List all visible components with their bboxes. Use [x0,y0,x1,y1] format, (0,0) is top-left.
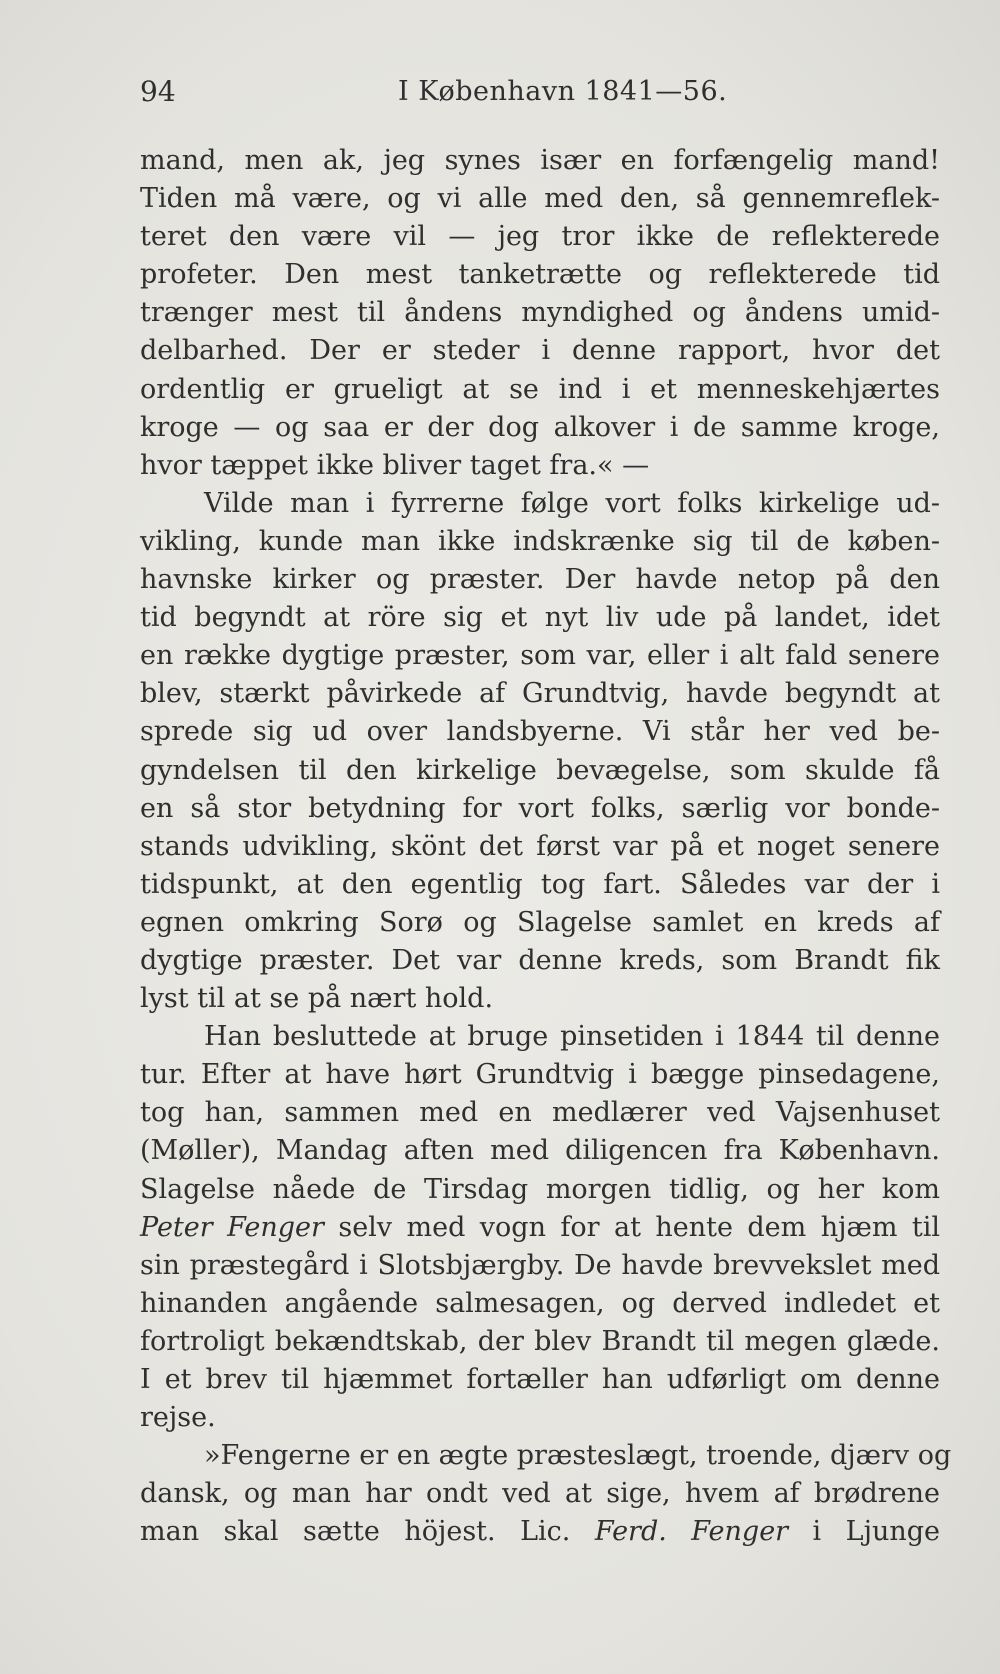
text-line: ordentlig er grueligt at se ind i et menneskehjærtes [140,373,940,405]
text-line: I et brev til hjæmmet fortæller han udførligt om denne [140,1364,940,1395]
text-line: trænger mest til åndens myndighed og åndens umid- [140,297,940,329]
text-line: hvor tæppet ikke bliver taget fra.« — [140,449,650,481]
text-run: i Ljunge [788,1516,940,1548]
text-line: hinanden angående salmesagen, og derved indledet et [140,1287,940,1319]
text-line: Slagelse nåede de Tirsdag morgen tidlig, og her kom [140,1173,940,1205]
text-line: vikling, kunde man ikke indskrænke sig til de køben- [140,525,940,557]
text-line: havnske kirker og præster. Der havde netop på den [140,564,940,596]
text-line: mand, men ak, jeg synes især en forfængelig mand! [140,145,940,176]
text-line: fortroligt bekændtskab, der blev Brandt til megen glæde. [140,1325,940,1357]
italic-name: Ferd. Fenger [594,1516,789,1548]
paragraph-first-line: Vilde man i fyrrerne følge vort folks kirkelige ud- [204,487,940,519]
page-header [140,72,940,112]
paragraph-first-line: »Fengerne er en ægte præsteslægt, troende, djærv og [204,1440,952,1472]
text-line: gyndelsen til den kirkelige bevægelse, som skulde få [140,754,940,786]
text-line: sprede sig ud over landsbyerne. Vi står her ved be- [140,716,940,748]
text-line: tid begyndt at röre sig et nyt liv ude på landet, idet [140,602,940,634]
text-line: tog han, sammen med en medlærer ved Vajsenhuset [140,1097,940,1129]
text-line: stands udvikling, skönt det først var på et noget senere [140,830,940,862]
text-line: egnen omkring Sorø og Slagelse samlet en kreds af [140,906,940,938]
text-line: profeter. Den mest tanketrætte og reflekterede tid [140,259,940,291]
text-line: kroge — og saa er der dog alkover i de samme kroge, [140,411,940,443]
text-line [140,1209,940,1247]
text-line: sin præstegård i Slotsbjærgby. De havde brevvekslet med [140,1249,940,1281]
text-line: en så stor betydning for vort folks, særlig vor bonde- [140,792,940,824]
text-line: delbarhed. Der er steder i denne rapport, hvor det [140,335,940,367]
text-run: selv med vogn for at hente dem hjæm til [323,1211,940,1243]
text-line: blev, stærkt påvirkede af Grundtvig, havde begyndt at [140,678,940,710]
text-line: dansk, og man har ondt ved at sige, hvem af brødrene [140,1478,940,1510]
text-line: tur. Efter at have hørt Grundtvig i bægge pinsedagene, [140,1059,940,1091]
paragraph-first-line: Han besluttede at bruge pinsetiden i 1844 til denne [204,1021,940,1053]
text-line: en række dygtige præster, som var, eller i alt fald senere [140,640,940,672]
text-line: rejse. [140,1402,216,1434]
text-line: teret den være vil — jeg tror ikke de reflekterede [140,221,940,253]
text-run: man skal sætte höjest. Lic. [140,1516,595,1548]
running-head: I København 1841—56. [398,76,728,107]
page-number: 94 [140,75,176,108]
italic-name: Peter Fenger [140,1211,324,1243]
text-line: lyst til at se på nært hold. [140,983,494,1015]
text-line: (Møller), Mandag aften med diligencen fra København. [140,1135,940,1167]
text-line: tidspunkt, at den egentlig tog fart. Således var der i [140,868,940,900]
text-line: Tiden må være, og vi alle med den, så gennemreflek- [140,183,940,215]
text-line: dygtige præster. Det var denne kreds, som Brandt fik [140,944,940,976]
body-text [140,142,952,1551]
text-line [140,1513,940,1551]
